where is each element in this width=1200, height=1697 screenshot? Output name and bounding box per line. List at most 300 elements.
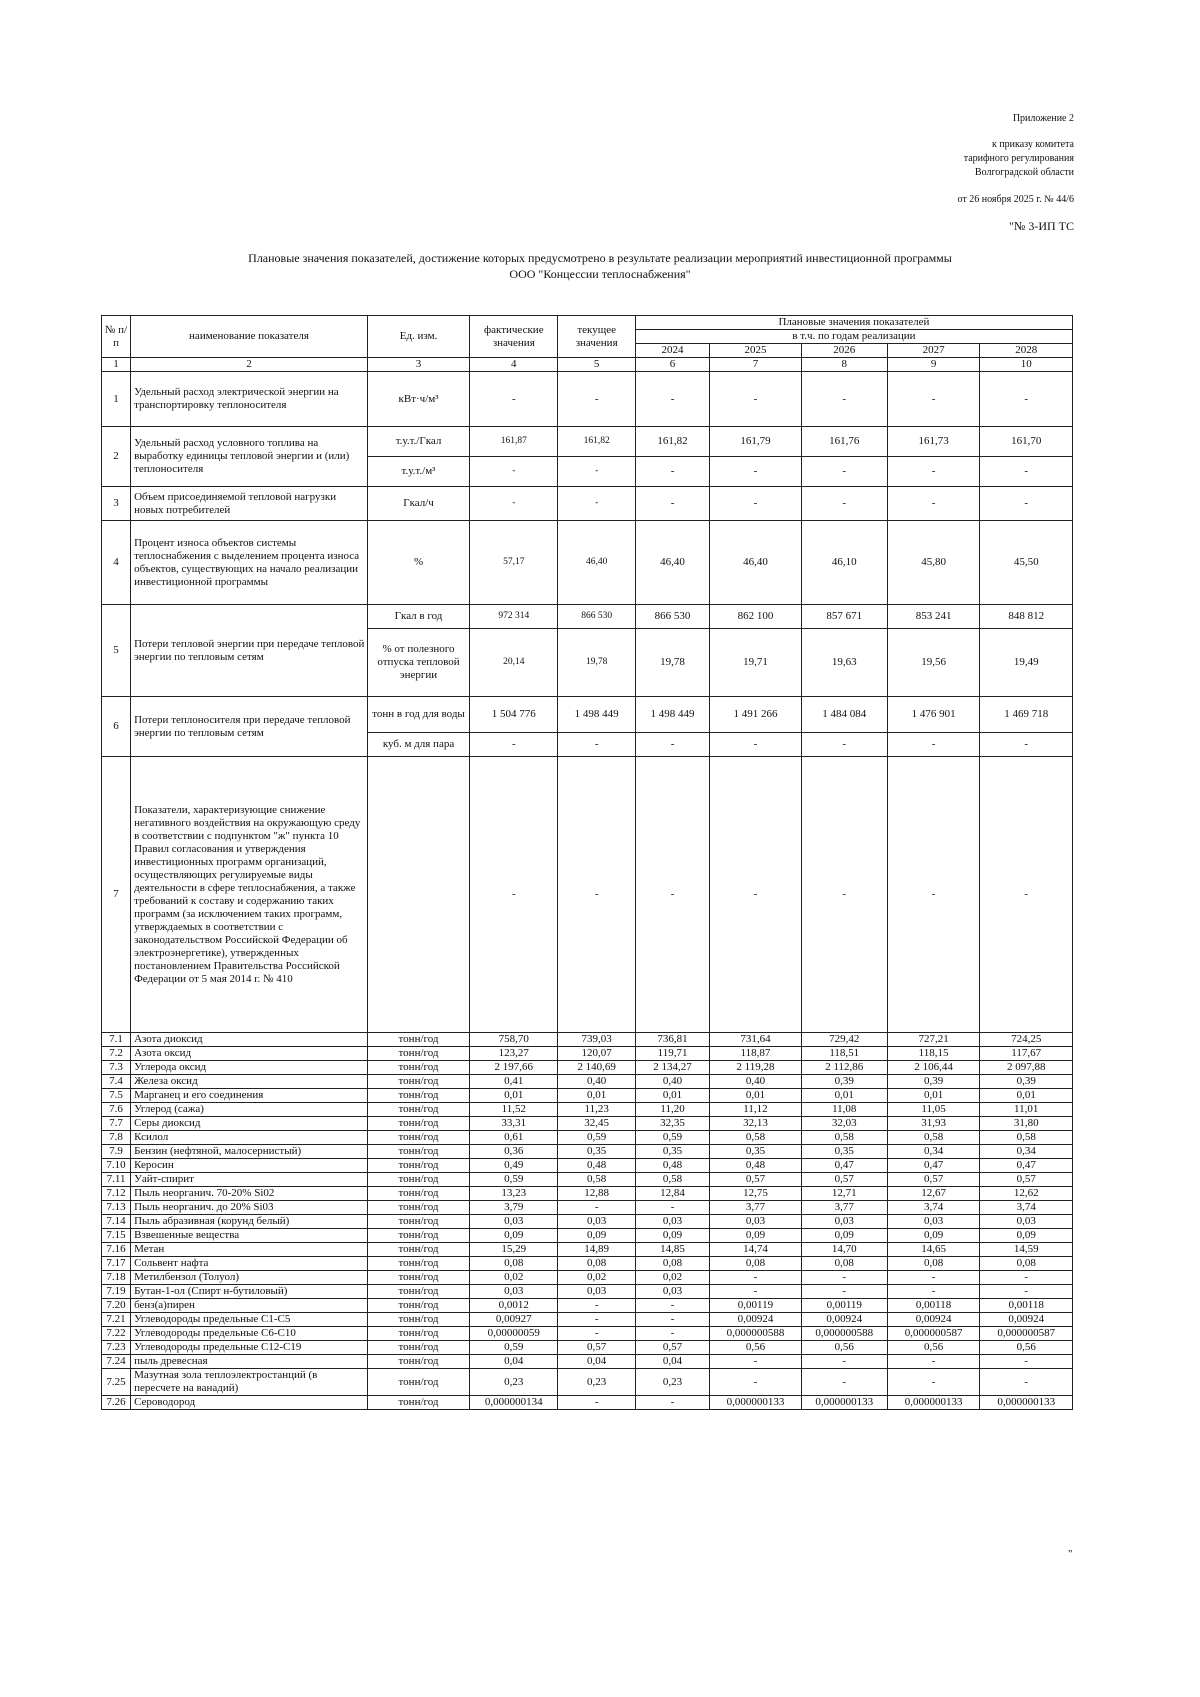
value-cell: 0,40 [710,1075,802,1089]
value-cell: - [558,1299,636,1313]
value-cell: 32,13 [710,1117,802,1131]
value-cell: 118,15 [887,1047,980,1061]
value-cell: 0,01 [980,1089,1073,1103]
table-row [102,521,1073,605]
value-cell: - [980,372,1073,427]
value-cell: 20,14 [470,629,558,697]
indicator-name: Углеводороды предельные С6-С10 [131,1327,368,1341]
value-cell: 0,09 [558,1229,636,1243]
unit-cell: тонн/год [367,1103,469,1117]
value-cell: 11,52 [470,1103,558,1117]
value-cell: 32,45 [558,1117,636,1131]
column-number: 8 [801,358,887,372]
header-no: № п/п [102,316,131,358]
row-number: 7.22 [102,1327,131,1341]
document-title: Плановые значения показателей, достижение которых предусмотрено в результате реализации мероприятий инвестиционной программы [248,251,952,265]
value-cell: 2 197,66 [470,1061,558,1075]
value-cell: 0,00119 [801,1299,887,1313]
value-cell: 0,02 [635,1271,709,1285]
value-cell: 46,10 [801,521,887,605]
value-cell: 0,00118 [980,1299,1073,1313]
row-number: 7.11 [102,1173,131,1187]
value-cell: - [635,1313,709,1327]
indicator-name: Пыль неорганич. 70-20% Si02 [131,1187,368,1201]
value-cell: 0,08 [635,1257,709,1271]
table-row [102,1243,1073,1257]
value-cell: - [980,1285,1073,1299]
value-cell: - [635,757,709,1033]
value-cell: 848 812 [980,605,1073,629]
header-name: наименование показателя [131,316,368,358]
value-cell: 0,58 [887,1131,980,1145]
table-row [102,1215,1073,1229]
indicator-name: Ксилол [131,1131,368,1145]
value-cell: 0,03 [558,1285,636,1299]
value-cell: - [710,372,802,427]
column-number: 1 [102,358,131,372]
value-cell: - [558,1327,636,1341]
value-cell: 2 097,88 [980,1061,1073,1075]
indicator-name: Сольвент нафта [131,1257,368,1271]
value-cell: 0,000000134 [470,1396,558,1410]
value-cell: 0,00924 [887,1313,980,1327]
value-cell: 0,47 [887,1159,980,1173]
column-number: 7 [710,358,802,372]
column-number: 5 [558,358,636,372]
value-cell: 0,56 [710,1341,802,1355]
indicator-name: Бутан-1-ол (Спирт н-бутиловый) [131,1285,368,1299]
value-cell: 731,64 [710,1033,802,1047]
value-cell: 161,79 [710,427,802,457]
value-cell: 0,0012 [470,1299,558,1313]
value-cell: 0,58 [558,1173,636,1187]
order-line: к приказу комитета [991,139,1074,150]
row-number: 7.19 [102,1285,131,1299]
value-cell: 0,58 [710,1131,802,1145]
row-number: 7.9 [102,1145,131,1159]
value-cell: - [635,1201,709,1215]
unit-cell: тонн/год [367,1075,469,1089]
value-cell: 11,08 [801,1103,887,1117]
unit-cell: тонн/год [367,1159,469,1173]
unit-cell: тонн/год [367,1145,469,1159]
column-number: 9 [887,358,980,372]
value-cell: 11,23 [558,1103,636,1117]
indicator-name: Пыль абразивная (корунд белый) [131,1215,368,1229]
header-actual: фактические значения [470,316,558,358]
row-number: 4 [102,521,131,605]
value-cell: - [470,487,558,521]
value-cell: 161,82 [635,427,709,457]
table-row [102,1313,1073,1327]
order-date: от 26 ноября 2025 г. № 44/6 [957,194,1074,205]
value-cell: 0,35 [801,1145,887,1159]
value-cell: 33,31 [470,1117,558,1131]
value-cell: 0,03 [887,1215,980,1229]
value-cell: 31,93 [887,1117,980,1131]
value-cell: 32,03 [801,1117,887,1131]
unit-cell: тонн/год [367,1229,469,1243]
value-cell: 0,00119 [710,1299,802,1313]
value-cell: 0,01 [710,1089,802,1103]
year-header: 2028 [980,344,1073,358]
value-cell: 0,36 [470,1145,558,1159]
indicator-name: Удельный расход электрической энергии на транспортировку теплоносителя [131,372,368,427]
year-header: 2024 [635,344,709,358]
table-row [102,1327,1073,1341]
unit-cell: тонн/год [367,1187,469,1201]
value-cell: 45,80 [887,521,980,605]
unit-cell: тонн/год [367,1047,469,1061]
row-number: 6 [102,697,131,757]
value-cell: 31,80 [980,1117,1073,1131]
table-row [102,1369,1073,1396]
value-cell: 0,39 [980,1075,1073,1089]
order-line: Волгоградской области [974,167,1074,178]
table-row [102,487,1073,521]
value-cell: 11,12 [710,1103,802,1117]
unit-cell: т.у.т./м³ [367,457,469,487]
value-cell: - [470,757,558,1033]
value-cell: 19,78 [635,629,709,697]
value-cell: 119,71 [635,1047,709,1061]
value-cell: 0,59 [470,1173,558,1187]
value-cell: 46,40 [635,521,709,605]
value-cell: 0,57 [710,1173,802,1187]
value-cell: 0,02 [558,1271,636,1285]
value-cell: 0,02 [470,1271,558,1285]
value-cell: - [801,1271,887,1285]
value-cell: 972 314 [470,605,558,629]
value-cell: 0,03 [558,1215,636,1229]
table-row [102,1145,1073,1159]
value-cell: 0,08 [558,1257,636,1271]
value-cell: 12,62 [980,1187,1073,1201]
row-number: 1 [102,372,131,427]
value-cell: 0,57 [801,1173,887,1187]
value-cell: 118,87 [710,1047,802,1061]
unit-cell: тонн/год [367,1257,469,1271]
value-cell: - [558,372,636,427]
company-name: ООО "Концессии теплоснабжения" [509,267,691,281]
indicator-name: Углеводороды предельные С1-С5 [131,1313,368,1327]
value-cell: 45,50 [980,521,1073,605]
value-cell: 1 484 084 [801,697,887,733]
row-number: 7.3 [102,1061,131,1075]
value-cell: - [710,757,802,1033]
value-cell: - [801,733,887,757]
value-cell: 0,00924 [980,1313,1073,1327]
value-cell: - [801,1285,887,1299]
value-cell: 0,00927 [470,1313,558,1327]
value-cell: 14,85 [635,1243,709,1257]
value-cell: 0,09 [635,1229,709,1243]
indicator-name: пыль древесная [131,1355,368,1369]
value-cell: 11,05 [887,1103,980,1117]
value-cell: 724,25 [980,1033,1073,1047]
value-cell: - [887,1369,980,1396]
value-cell: 853 241 [887,605,980,629]
unit-cell: тонн/год [367,1271,469,1285]
value-cell: 0,000000133 [710,1396,802,1410]
value-cell: 1 498 449 [635,697,709,733]
value-cell: 857 671 [801,605,887,629]
value-cell: 0,04 [635,1355,709,1369]
row-number: 7.6 [102,1103,131,1117]
row-number: 7.14 [102,1215,131,1229]
value-cell: - [980,757,1073,1033]
unit-cell: тонн/год [367,1173,469,1187]
table-row [102,1257,1073,1271]
header-unit: Ед. изм. [367,316,469,358]
value-cell: - [887,1355,980,1369]
value-cell: - [887,457,980,487]
unit-cell: тонн/год [367,1285,469,1299]
row-number: 2 [102,427,131,487]
value-cell: - [558,733,636,757]
value-cell: - [635,372,709,427]
table-row [102,1047,1073,1061]
row-number: 3 [102,487,131,521]
table-row [102,1341,1073,1355]
value-cell: 0,04 [558,1355,636,1369]
year-header: 2025 [710,344,802,358]
program-code: "№ 3-ИП ТС [1008,219,1074,233]
value-cell: 0,39 [887,1075,980,1089]
value-cell: 14,59 [980,1243,1073,1257]
value-cell: - [635,1327,709,1341]
value-cell: 123,27 [470,1047,558,1061]
value-cell: 0,08 [710,1257,802,1271]
table-row [102,1173,1073,1187]
table-row [102,1201,1073,1215]
value-cell: - [887,757,980,1033]
indicator-name: Метилбензол (Толуол) [131,1271,368,1285]
value-cell: 0,000000133 [801,1396,887,1410]
value-cell: 0,00118 [887,1299,980,1313]
value-cell: - [801,1369,887,1396]
value-cell: 0,48 [558,1159,636,1173]
column-number: 3 [367,358,469,372]
value-cell: 2 112,86 [801,1061,887,1075]
value-cell: - [710,733,802,757]
value-cell: 0,000000133 [887,1396,980,1410]
value-cell: 0,000000133 [980,1396,1073,1410]
unit-cell: тонн/год [367,1061,469,1075]
value-cell: 0,59 [635,1131,709,1145]
unit-cell: тонн/год [367,1089,469,1103]
value-cell: 2 134,27 [635,1061,709,1075]
value-cell: 1 476 901 [887,697,980,733]
unit-cell: тонн/год [367,1201,469,1215]
value-cell: 0,09 [801,1229,887,1243]
table-row [102,427,1073,457]
value-cell: 0,35 [635,1145,709,1159]
value-cell: 0,09 [710,1229,802,1243]
table-row [102,1131,1073,1145]
table-row [102,1061,1073,1075]
value-cell: - [635,487,709,521]
value-cell: 3,74 [980,1201,1073,1215]
row-number: 7.12 [102,1187,131,1201]
closing-quote: " [1068,1548,1073,1560]
value-cell: 0,23 [635,1369,709,1396]
value-cell: 1 491 266 [710,697,802,733]
unit-cell: тонн/год [367,1131,469,1145]
value-cell: - [887,372,980,427]
value-cell: 0,00924 [710,1313,802,1327]
unit-cell: тонн/год [367,1117,469,1131]
value-cell: 0,56 [887,1341,980,1355]
indicator-name: Серы диоксид [131,1117,368,1131]
row-number: 7.7 [102,1117,131,1131]
value-cell: - [710,1285,802,1299]
table-row [102,1355,1073,1369]
table-row [102,697,1073,733]
value-cell: - [801,457,887,487]
row-number: 7.21 [102,1313,131,1327]
value-cell: 0,000000588 [710,1327,802,1341]
value-cell: 0,08 [801,1257,887,1271]
unit-cell: тонн/год [367,1369,469,1396]
value-cell: 161,70 [980,427,1073,457]
value-cell: 161,76 [801,427,887,457]
value-cell: 866 530 [635,605,709,629]
value-cell: 11,01 [980,1103,1073,1117]
indicator-name: Пыль неорганич. до 20% Si03 [131,1201,368,1215]
value-cell: 0,01 [470,1089,558,1103]
value-cell: 2 119,28 [710,1061,802,1075]
table-row [102,1187,1073,1201]
indicator-name: Потери теплоносителя при передаче тепловой энергии по тепловым сетям [131,697,368,757]
indicator-name: Взвешенные вещества [131,1229,368,1243]
value-cell: 1 504 776 [470,697,558,733]
value-cell: 117,67 [980,1047,1073,1061]
value-cell: 0,04 [470,1355,558,1369]
value-cell: 0,40 [635,1075,709,1089]
value-cell: 729,42 [801,1033,887,1047]
value-cell: 161,73 [887,427,980,457]
value-cell: 14,74 [710,1243,802,1257]
value-cell: 0,03 [470,1285,558,1299]
value-cell: 12,67 [887,1187,980,1201]
value-cell: 862 100 [710,605,802,629]
value-cell: - [980,1271,1073,1285]
value-cell: 0,00000059 [470,1327,558,1341]
value-cell: 161,87 [470,427,558,457]
value-cell: - [558,757,636,1033]
value-cell: 2 140,69 [558,1061,636,1075]
value-cell: - [801,487,887,521]
value-cell: - [887,733,980,757]
value-cell: 0,03 [801,1215,887,1229]
unit-cell: т.у.т./Гкал [367,427,469,457]
unit-cell: тонн/год [367,1327,469,1341]
table-row [102,1089,1073,1103]
value-cell: 0,00924 [801,1313,887,1327]
value-cell: 0,57 [635,1341,709,1355]
column-number: 10 [980,358,1073,372]
unit-cell: % [367,521,469,605]
value-cell: 1 498 449 [558,697,636,733]
value-cell: 0,34 [887,1145,980,1159]
value-cell: 727,21 [887,1033,980,1047]
value-cell: - [980,487,1073,521]
value-cell: - [558,457,636,487]
value-cell: - [558,487,636,521]
table-row [102,1396,1073,1410]
table-row [102,1103,1073,1117]
header-current: текущее значения [558,316,636,358]
value-cell: 0,01 [801,1089,887,1103]
table-row [102,1033,1073,1047]
year-header: 2027 [887,344,980,358]
value-cell: - [801,757,887,1033]
value-cell: 19,78 [558,629,636,697]
value-cell: - [710,487,802,521]
value-cell: 46,40 [710,521,802,605]
table-row [102,757,1073,1033]
value-cell: - [980,1355,1073,1369]
value-cell: - [470,372,558,427]
indicator-name: Потери тепловой энергии при передаче тепловой энергии по тепловым сетям [131,605,368,697]
unit-cell: % от полезного отпуска тепловой энергии [367,629,469,697]
value-cell: 0,01 [635,1089,709,1103]
column-number: 6 [635,358,709,372]
unit-cell: кВт·ч/м³ [367,372,469,427]
appendix-label: Приложение 2 [1012,113,1074,124]
unit-cell: тонн/год [367,1396,469,1410]
row-number: 7.17 [102,1257,131,1271]
row-number: 7.24 [102,1355,131,1369]
value-cell: 0,03 [980,1215,1073,1229]
unit-cell: тонн/год [367,1355,469,1369]
header-planned-sub: в т.ч. по годам реализации [635,330,1072,344]
value-cell: 0,58 [980,1131,1073,1145]
column-number: 2 [131,358,368,372]
value-cell: 12,75 [710,1187,802,1201]
row-number: 7.15 [102,1229,131,1243]
value-cell: 0,01 [558,1089,636,1103]
value-cell: 0,57 [980,1173,1073,1187]
table-row [102,1285,1073,1299]
value-cell: 0,58 [635,1173,709,1187]
indicator-name: Показатели, характеризующие снижение негативного воздействия на окружающую среду в соответствии с подпунктом "ж" пункта 10 Правил согласования и утверждения инвестиционных программ организаций, осуществляющих регулируемые виды деятельности в сфере теплоснабжения, а также требований к составу и содержанию таких программ (за исключением таких программ, утверждаемых в соответствии с законодательством Российской Федерации об электроэнергетике), утвержденных постановлением Правительства Российской Федерации от 5 мая 2014 г. № 410 [131,757,368,1033]
unit-cell: Гкал в год [367,605,469,629]
table-row [102,1299,1073,1313]
value-cell: 739,03 [558,1033,636,1047]
value-cell: - [801,372,887,427]
unit-cell: тонн/год [367,1243,469,1257]
indicator-name: Метан [131,1243,368,1257]
value-cell: - [635,457,709,487]
value-cell: 0,000000588 [801,1327,887,1341]
value-cell: 0,34 [980,1145,1073,1159]
value-cell: 0,09 [887,1229,980,1243]
value-cell: 14,89 [558,1243,636,1257]
value-cell: 0,40 [558,1075,636,1089]
row-number: 7.1 [102,1033,131,1047]
value-cell: - [801,1355,887,1369]
value-cell: 0,61 [470,1131,558,1145]
row-number: 7.18 [102,1271,131,1285]
row-number: 7.4 [102,1075,131,1089]
row-number: 7.5 [102,1089,131,1103]
value-cell: 0,41 [470,1075,558,1089]
indicator-name: Процент износа объектов системы теплоснабжения с выделением процента износа объектов, существующих на начало реализации инвестиционной программы [131,521,368,605]
indicator-name: бенз(а)пирен [131,1299,368,1313]
value-cell: 0,56 [980,1341,1073,1355]
